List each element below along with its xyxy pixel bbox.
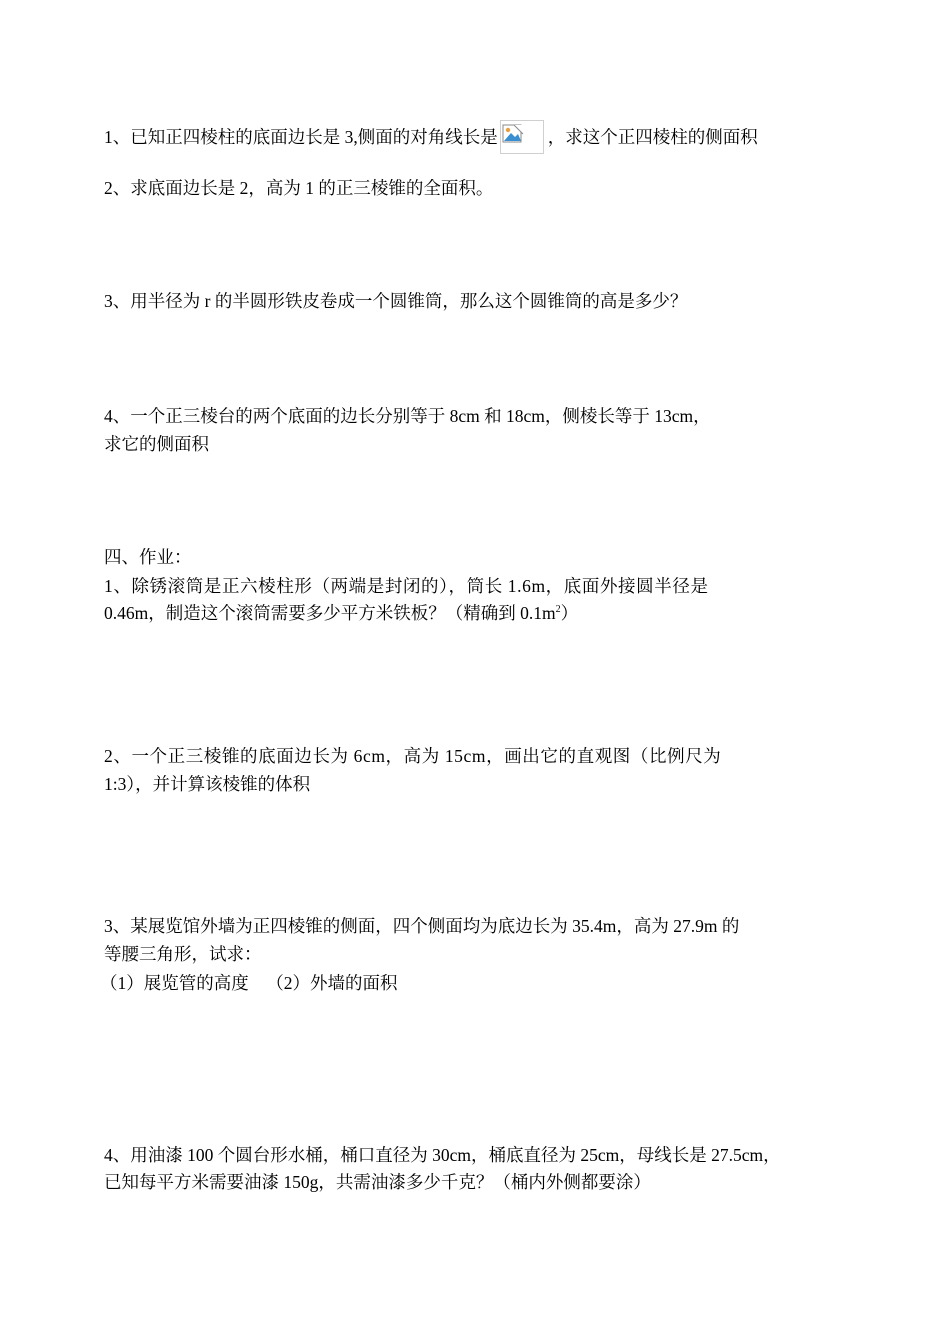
homework-2-line-2: 1:3），并计算该棱锥的体积: [104, 774, 311, 794]
homework-3-line-3: （1）展览管的高度 （2）外墙的面积: [100, 973, 398, 993]
question-1-line: [104, 122, 758, 156]
homework-2-line-1: 2、一个正三棱锥的底面边长为 6cm，高为 15cm，画出它的直观图（比例尺为: [104, 746, 722, 766]
homework-1-text-b: ）: [560, 603, 579, 623]
question-1-text-b: ，求这个正四棱柱的侧面积: [547, 127, 758, 148]
question-4-line-2: 求它的侧面积: [104, 434, 209, 454]
homework-4-line-2: 已知每平方米需要油漆 150g，共需油漆多少千克？（桶内外侧都要涂）: [104, 1172, 651, 1192]
homework-3-line-1: 3、某展览馆外墙为正四棱锥的侧面，四个侧面均为底边长为 35.4m，高为 27.9m 的: [104, 916, 740, 936]
superscript-2: 2: [555, 604, 561, 616]
question-3-line: 3、用半径为 r 的半圆形铁皮卷成一个圆锥筒，那么这个圆锥筒的高是多少？: [104, 291, 688, 311]
homework-4-line-1: 4、用油漆 100 个圆台形水桶，桶口直径为 30cm，桶底直径为 25cm，母线长是 27.5cm，: [104, 1145, 781, 1165]
question-4-line-1: 4、一个正三棱台的两个底面的边长分别等于 8cm 和 18cm，侧棱长等于 13cm，: [104, 406, 711, 426]
question-1-text-a: 1、已知正四棱柱的底面边长是 3,侧面的对角线长是: [104, 127, 498, 148]
homework-1-line-1: 1、除锈滚筒是正六棱柱形（两端是封闭的），筒长 1.6m，底面外接圆半径是: [104, 576, 709, 596]
homework-1-text-a: 0.46m，制造这个滚筒需要多少平方米铁板？（精确到 0.1m: [104, 603, 556, 623]
question-2-line: 2、求底面边长是 2，高为 1 的正三棱锥的全面积。: [104, 178, 494, 198]
homework-3-line-2: 等腰三角形，试求：: [104, 944, 262, 964]
broken-image-icon: [500, 120, 544, 154]
homework-title: 四、作业：: [104, 547, 192, 567]
homework-1-line-2: [104, 601, 578, 625]
